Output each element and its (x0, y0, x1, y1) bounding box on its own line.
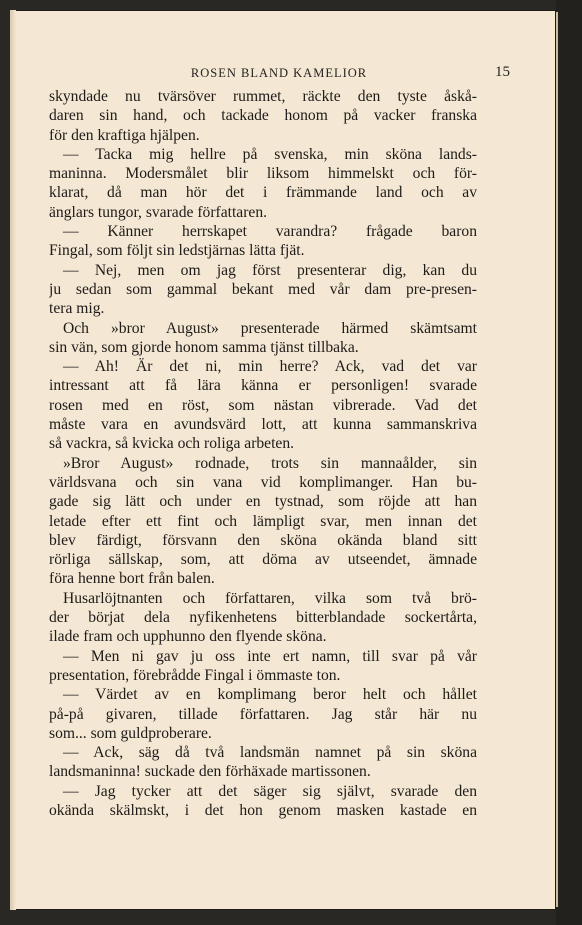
text-line: skyndade nu tvärsöver rummet, räckte den tyste åskå- (49, 88, 477, 105)
text-line: föra henne bort från balen. (49, 570, 215, 588)
scan-background-edge (556, 0, 582, 925)
text-line: klarat, då man hör det i främmande land och av (49, 184, 477, 202)
text-line: letade efter ett fint och lämpligt svar, men innan det (49, 512, 477, 530)
text-line: som... som guldproberare. (49, 724, 212, 742)
text-line: presentation, förebrådde Fingal i ömmaste ton. (49, 666, 341, 684)
text-line: blev färdigt, försvann den sköna okända bland sitt (49, 531, 477, 549)
text-line: — Värdet av en komplimang beror helt och hållet (63, 686, 477, 704)
text-line: änglars tungor, svarade författaren. (49, 203, 268, 221)
body-text (49, 87, 477, 820)
text-line: — Nej, men om jag först presenterar dig, kan du (63, 261, 477, 279)
text-line: gade sig lätt och under en tystnad, som röjde att han (49, 493, 477, 511)
text-line: intressant att få lära känna er personligen! svarade (49, 377, 477, 395)
text-line: rörliga sällskap, som, att döma av utseendet, ämnade (49, 551, 477, 569)
page-number: 15 (495, 64, 510, 80)
text-line: ilade fram och upphunno den flyende sköna. (49, 628, 327, 646)
text-line: — Jag tycker att det säger sig självt, svarade den (63, 782, 477, 800)
text-line: der börjat dela nyfikenhetens bitterblandade sockertårta, (49, 609, 477, 627)
text-line: måste vara en avundsvärd lott, att kunna sammanskriva (49, 416, 477, 434)
text-line: — Ack, säg då två landsmän namnet på sin sköna (63, 744, 477, 762)
text-line: — Tacka mig hellre på svenska, min sköna lands- (63, 145, 477, 163)
running-header (48, 64, 510, 82)
text-line: — Ah! Är det ni, min herre? Ack, vad det var (63, 358, 477, 376)
text-line: okända skälmskt, i det hon genom masken kastade en (49, 801, 477, 819)
text-line: sin vän, som gjorde honom samma tjänst tillbaka. (49, 338, 359, 356)
page-edge (556, 12, 558, 907)
text-line: Och »bror August» presenterade härmed skämtsamt (63, 319, 477, 337)
text-line: — Känner herrskapet varandra? frågade baron (63, 223, 477, 241)
text-line: landsmaninna! suckade den förhäxade martissonen. (49, 763, 371, 781)
text-line: Husarlöjtnanten och författaren, vilka som två brö- (63, 589, 477, 607)
text-line: »Bror August» rodnade, trots sin mannaålder, sin (63, 454, 477, 472)
text-line: rosen med en röst, som nästan vibrerade. Vad det (49, 396, 477, 414)
text-line: på-på givaren, tillade författaren. Jag står här nu (49, 705, 477, 723)
text-line: världsvana och sin vana vid komplimanger. Han bu- (49, 473, 477, 491)
text-line: daren sin hand, och tackade honom på vacker franska (49, 107, 477, 125)
text-line: — Men ni gav ju oss inte ert namn, till svar på vår (63, 647, 477, 665)
text-line: så vackra, så kvicka och roliga arbeten. (49, 435, 295, 453)
running-title: ROSEN BLAND KAMELIOR (190, 66, 368, 80)
text-line: maninna. Modersmålet blir liksom himmelskt och för- (49, 165, 477, 183)
page-gutter-shadow (10, 10, 16, 910)
text-line: Fingal, som följt sin ledstjärnas lätta fjät. (49, 242, 305, 260)
text-line: tera mig. (49, 300, 105, 318)
text-line: ju sedan som gammal bekant med vår dam pre-presen- (49, 280, 477, 298)
text-line: för den kraftiga hjälpen. (49, 126, 200, 144)
